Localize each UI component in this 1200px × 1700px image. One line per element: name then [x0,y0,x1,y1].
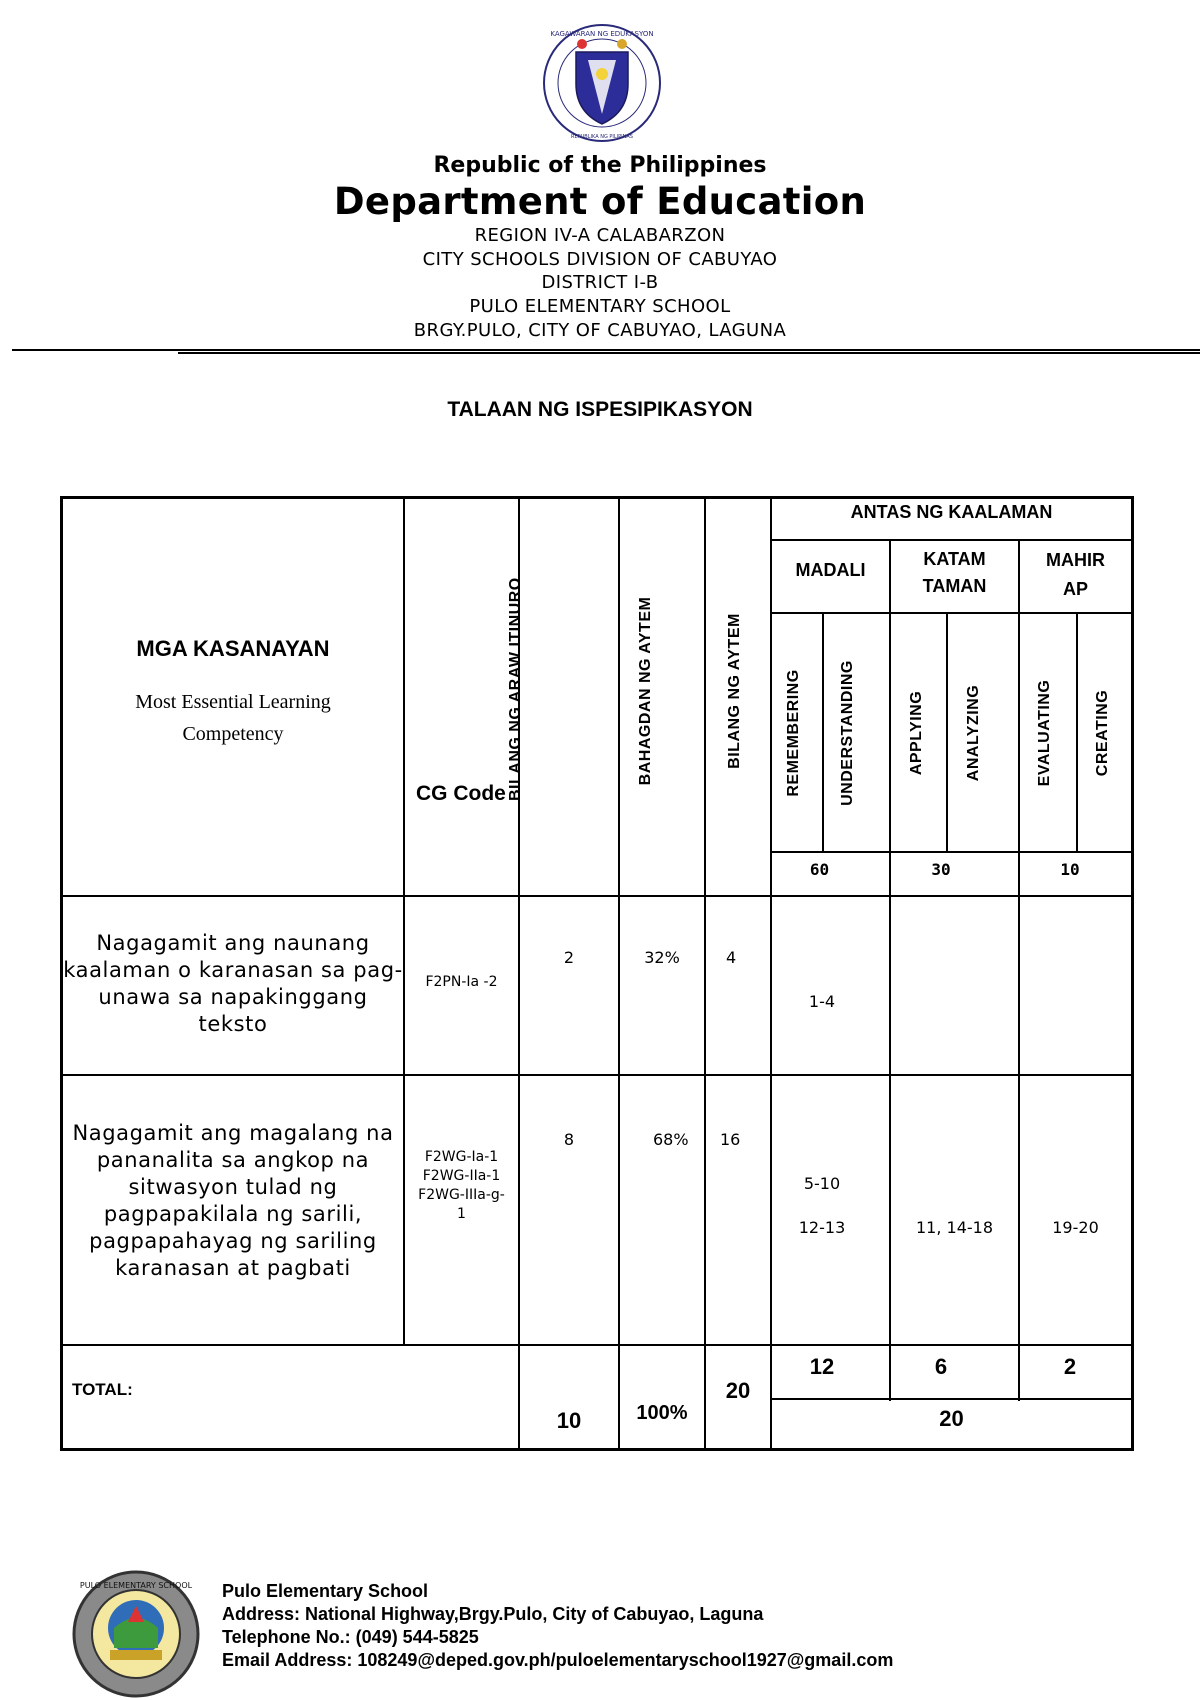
row2-cg-code [405,1148,518,1224]
antas-col-divider [1018,539,1020,1401]
mahirap-percent: 10 [1060,860,1080,879]
row-divider [60,1074,1134,1076]
table-border-right [1131,496,1134,1451]
antas-col-divider [889,539,891,1401]
total-katamtaman: 6 [934,1354,948,1379]
table-border-top [60,496,1134,499]
row2-mahirap: 19-20 [1052,1218,1099,1237]
katamtaman-line-2: TAMAN [922,576,987,596]
antas-divider [770,612,1134,614]
antas-divider [770,539,1134,541]
row2-katamtaman: 11, 14-18 [915,1218,994,1237]
understanding-header: UNDERSTANDING [839,660,856,806]
row1-araw: 2 [563,948,575,967]
mahirap-line-1: MAHIR [1046,550,1105,570]
republic-line: Republic of the Philippines [433,153,767,178]
total-araw: 10 [556,1408,582,1433]
applying-header: APPLYING [908,690,925,776]
department-title: Department of Education [333,180,867,223]
row1-bahagdan: 32% [644,948,680,967]
svg-text:REPUBLIKA NG PILIPINAS: REPUBLIKA NG PILIPINAS [571,134,633,140]
svg-text:PULO ELEMENTARY SCHOOL: PULO ELEMENTARY SCHOOL [79,1581,193,1590]
document-title: TALAAN NG ISPESIPIKASYON [447,398,753,421]
mahirap-line-2: AP [1062,579,1088,599]
division-line: CITY SCHOOLS DIVISION OF CABUYAO [422,249,778,270]
kasanayan-subheader: Most Essential Learning Competency [135,691,331,745]
total-antas-divider [770,1398,1134,1400]
header-rule-secondary [178,352,1200,354]
antas-sub-divider [946,612,948,852]
total-label: TOTAL: [72,1380,133,1399]
row1-cg-code: F2PN-Ia -2 [425,974,498,990]
katamtaman-line-1: KATAM [923,549,986,569]
row1-bilang: 4 [726,948,737,967]
total-bilang: 20 [725,1378,751,1403]
madali-percent: 60 [809,860,830,879]
row2-bahagdan: 68% [653,1130,689,1149]
madali-header: MADALI [795,560,866,580]
footer-telephone: Telephone No.: (049) 544-5825 [222,1627,479,1647]
creating-header: CREATING [1094,689,1111,777]
remembering-header: REMEMBERING [785,669,802,797]
col-divider [704,496,706,1451]
row2-araw: 8 [563,1130,575,1149]
row-divider [60,895,1134,897]
antas-header: ANTAS NG KAALAMAN [850,502,1053,522]
footer-contact [222,1580,893,1672]
total-mahirap: 2 [1063,1354,1077,1379]
deped-seal-icon [536,22,668,144]
footer-email: Email Address: 108249@deped.gov.ph/puloelementaryschool1927@gmail.com [222,1650,894,1670]
total-antas: 20 [939,1406,964,1431]
table-border-bottom [60,1448,1134,1451]
row2-cg-code-line: 1 [457,1206,466,1222]
mahirap-header [1020,546,1131,604]
col-divider [770,496,772,1451]
specification-table [60,496,1134,1451]
district-line: DISTRICT I-B [541,272,659,293]
row2-competency: Nagagamit ang magalang na pananalita sa angkop na sitwasyon tulad ng pagpapakilala ng sarili, pagpapahayag ng sariling karanasan at pagbati [72,1121,394,1280]
row2-cg-code-line: F2WG-IIa-1 [422,1168,501,1184]
cg-code-header: CG Code [416,782,506,805]
antas-divider [770,851,1134,853]
evaluating-header: EVALUATING [1036,679,1053,787]
kasanayan-header: MGA KASANAYAN [136,636,330,661]
row2-madali-2: 12-13 [798,1218,846,1237]
row2-bilang: 16 [720,1130,741,1149]
row-divider [60,1344,1134,1346]
bilang-header: BILANG NG AYTEM [726,613,743,769]
row1-competency: Nagagamit ang naunang kaalaman o karanasan sa pag-unawa sa napakinggang teksto [63,931,403,1036]
katamtaman-header [891,546,1018,600]
total-bahagdan: 100% [636,1402,688,1424]
school-line: PULO ELEMENTARY SCHOOL [469,296,731,317]
antas-sub-divider [822,612,824,852]
footer-address: Address: National Highway,Brgy.Pulo, City of Cabuyao, Laguna [222,1604,764,1624]
araw-header: BILANG NG ARAW ITINURO [507,577,524,801]
analyzing-header: ANALYZING [965,684,982,782]
row1-madali: 1-4 [808,992,836,1011]
col-divider [618,496,620,1451]
row2-cg-code-line: F2WG-IIIa-g- [418,1187,505,1203]
bahagdan-header: BAHAGDAN NG AYTEM [637,596,654,786]
footer-school: Pulo Elementary School [222,1581,429,1601]
header-rule [12,349,1200,351]
region-line: REGION IV-A CALABARZON [474,225,726,246]
row2-cg-code-line: F2WG-Ia-1 [424,1149,499,1165]
katamtaman-percent: 30 [931,860,951,879]
antas-sub-divider [1076,612,1078,852]
total-madali: 12 [809,1354,835,1379]
svg-text:KAGAWARAN NG EDUKASYON: KAGAWARAN NG EDUKASYON [550,30,654,38]
address-line: BRGY.PULO, CITY OF CABUYAO, LAGUNA [413,320,787,341]
school-logo-icon [70,1568,202,1700]
row2-madali-1: 5-10 [803,1174,841,1193]
